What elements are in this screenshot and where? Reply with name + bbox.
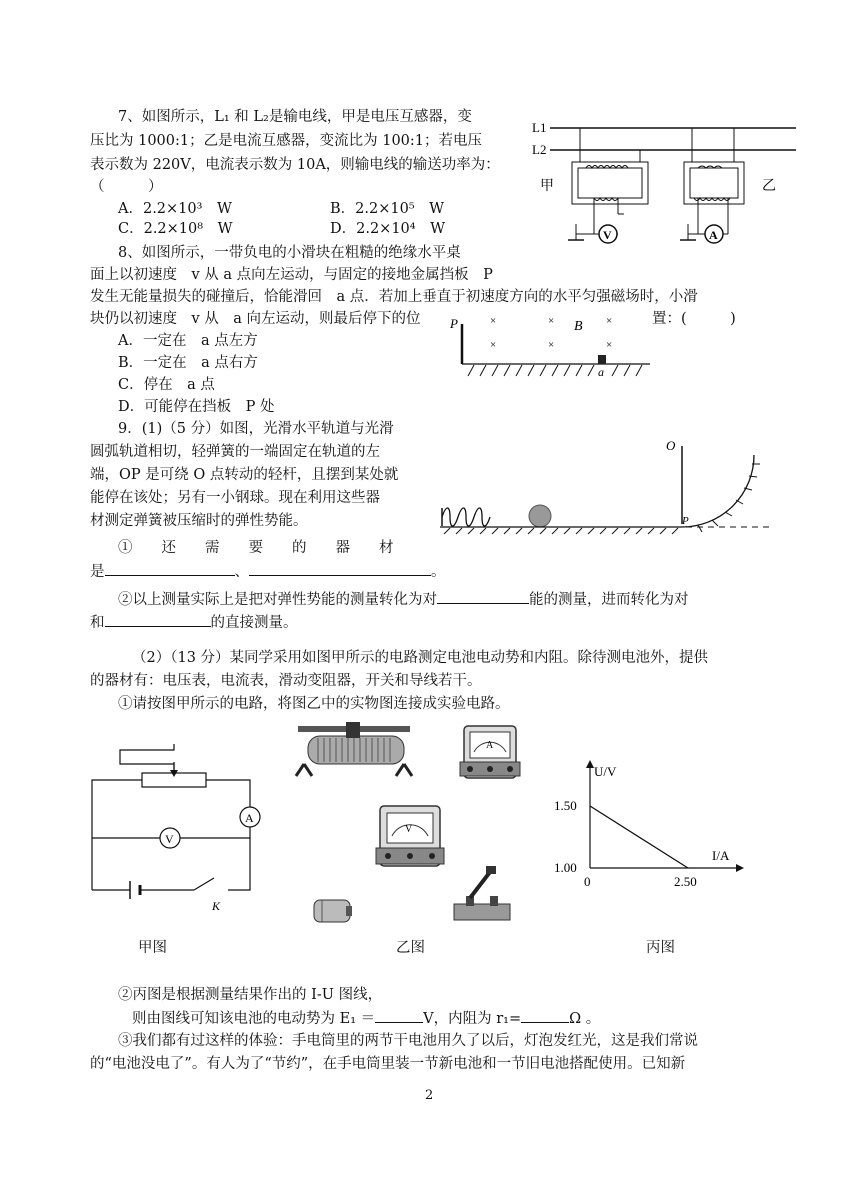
q9-line9 [90, 612, 298, 633]
q9-line5: 材测定弹簧被压缩时的弹性势能。 [90, 513, 308, 529]
q9-line7 [90, 561, 446, 582]
q9-line8-end: 能的测量，进而转化为对 [529, 592, 689, 608]
ammeter-device [460, 726, 520, 778]
label-yi: 乙 [762, 179, 776, 194]
q9-line7-end: 。 [431, 564, 446, 580]
q8-line2: 面上以初速度 v 从 a 点向左运动，与固定的接地金属挡板 P [90, 267, 493, 283]
pivot-o-label: O [666, 438, 676, 453]
y-axis-label: U/V [594, 764, 617, 779]
q9-line9-end: 的直接测量。 [210, 615, 298, 631]
y-tick-label-min: 1.00 [554, 860, 577, 875]
q7-option-a: A．2.2×10³ W [118, 201, 232, 217]
knife-switch-device [454, 866, 510, 920]
q8-line4-end: 置：( ) [652, 311, 736, 327]
q9b-line6: ③我们都有过这样的体验：手电筒里的两节干电池用久了以后，灯泡发红光，这是我们常说 [118, 1033, 698, 1049]
q8-option-d: D．可能停在挡板 P 处 [118, 399, 275, 415]
q9b-line3: ①请按图甲所示的电路，将图乙中的实物图连接成实验电路。 [118, 696, 510, 712]
steel-ball [529, 505, 551, 527]
arc-track [682, 455, 754, 527]
q7-option-d: D．2.2×10⁴ W [330, 221, 446, 237]
ammeter-symbol-label: A [245, 811, 254, 825]
switch-k-label: K [212, 899, 221, 913]
answer-blank-equipment-1[interactable] [105, 561, 235, 576]
q9-line7-start: 是 [90, 564, 105, 580]
sliding-rheostat [296, 722, 412, 776]
spring [442, 508, 490, 526]
plate-p-label: P [450, 316, 458, 331]
svg-text:×: × [490, 315, 497, 327]
q8-line3: 发生无能量损失的碰撞后，恰能滑回 a 点．若加上垂直于初速度方向的水平匀强磁场时，小滑 [90, 289, 698, 305]
apparatus-figure-yi [294, 722, 534, 932]
voltmeter-device [376, 806, 444, 866]
q9-line7-sep: 、 [234, 564, 249, 580]
answer-blank-equipment-2[interactable] [249, 561, 431, 576]
q9b-line5-start: 则由图线可知该电池的电动势为 E₁ ＝ [132, 1011, 376, 1027]
q9-line8-start: ②以上测量实际上是把对弹性势能的测量转化为对 [118, 592, 437, 608]
q9-line3: 端，OP 是可绕 O 点转动的轻杆，且摆到某处就 [90, 467, 399, 483]
q7-answer-paren: （ ） [90, 179, 163, 195]
q9-track-figure [436, 436, 776, 536]
answer-blank-resistance[interactable] [521, 1008, 569, 1023]
q9b-line4: ②丙图是根据测量结果作出的 I-U 图线， [118, 987, 383, 1003]
x-tick-label-max: 2.50 [674, 874, 697, 889]
voltmeter-device-label: V [405, 824, 413, 835]
q9-line1: 9．(1)（5 分）如图，光滑水平轨道与光滑 [118, 421, 394, 437]
ammeter-label: A [709, 228, 718, 242]
svg-text:×: × [606, 339, 613, 351]
battery-device [314, 900, 352, 922]
q9-line6: ① 还 需 要 的 器 材 [118, 540, 394, 556]
q9b-line5-end: Ω 。 [569, 1011, 601, 1027]
q9b-line5 [132, 1008, 600, 1029]
ammeter-device-label: A [486, 740, 494, 751]
q7-line3: 表示数为 220V，电流表示数为 10A，则输电线的输送功率为： [90, 157, 500, 173]
series-line [590, 806, 688, 868]
field-b-label: B [574, 319, 583, 334]
slider-block [598, 355, 606, 364]
q7-option-c: C．2.2×10⁸ W [118, 221, 233, 237]
q8-option-a: A．一定在 a 点左方 [118, 333, 258, 349]
q9b-line7: 的“电池没电了”。有人为了“节约”，在手电筒里装一节新电池和一节旧电池搭配使用。已知新 [90, 1056, 686, 1072]
q9b-line5-mid: V，内阻为 r₁= [423, 1011, 522, 1027]
circuit-diagram-jia [84, 740, 274, 918]
answer-blank-measurement[interactable] [105, 612, 211, 627]
field-crosses [490, 315, 612, 351]
point-p-label: P [682, 515, 689, 527]
q8-line4: 块仍以初速度 v 从 a 向左运动，则最后停下的位 [90, 311, 421, 327]
voltmeter-symbol-label: V [165, 832, 174, 846]
caption-yi: 乙图 [396, 940, 425, 956]
caption-jia: 甲图 [138, 940, 167, 956]
q9b-line1: （2）（13 分）某同学采用如图甲所示的电路测定电池电动势和内阻。除待测电池外，提供 [132, 650, 709, 666]
label-l1: L1 [532, 120, 547, 135]
y-tick-label-max: 1.50 [554, 798, 577, 813]
svg-text:×: × [548, 339, 555, 351]
svg-text:×: × [606, 315, 613, 327]
q7-transformer-figure [528, 112, 798, 252]
x-axis-label: I/A [712, 848, 730, 863]
q8-option-b: B．一定在 a 点右方 [118, 355, 258, 371]
ui-graph-bing [552, 756, 752, 896]
answer-blank-emf[interactable] [375, 1008, 423, 1023]
voltmeter-label: V [603, 228, 612, 242]
svg-text:×: × [490, 339, 497, 351]
q9-line9-start: 和 [90, 615, 105, 631]
q9-line2: 圆弧轨道相切，轻弹簧的一端固定在轨道的左 [90, 444, 380, 460]
q7-line2: 压比为 1000:1；乙是电流互感器，变流比为 100:1；若电压 [90, 133, 483, 149]
q9-line8 [118, 589, 689, 610]
label-l2: L2 [532, 142, 547, 157]
q9b-line2: 的器材有：电压表，电流表，滑动变阻器，开关和导线若干。 [90, 673, 482, 689]
page-number: 2 [425, 1088, 434, 1103]
x-tick-label-origin: 0 [584, 874, 591, 889]
label-jia: 甲 [540, 179, 554, 194]
caption-bing: 丙图 [646, 940, 675, 956]
current-transformer [680, 128, 744, 243]
q7-line1: 7、如图所示，L₁ 和 L₂是输电线，甲是电压互感器，变 [118, 109, 472, 125]
q8-line1: 8、如图所示，一带负电的小滑块在粗糙的绝缘水平桌 [118, 245, 461, 261]
q7-option-b: B．2.2×10⁵ W [330, 201, 445, 217]
svg-text:×: × [548, 315, 555, 327]
voltage-transformer [568, 128, 648, 243]
point-a-label: a [598, 365, 604, 378]
q9-line4: 能停在该处；另有一小钢球。现在利用这些器 [90, 490, 380, 506]
q8-magnetic-field-figure [448, 310, 658, 378]
q8-option-c: C．停在 a 点 [118, 377, 215, 393]
answer-blank-energy[interactable] [437, 589, 529, 604]
